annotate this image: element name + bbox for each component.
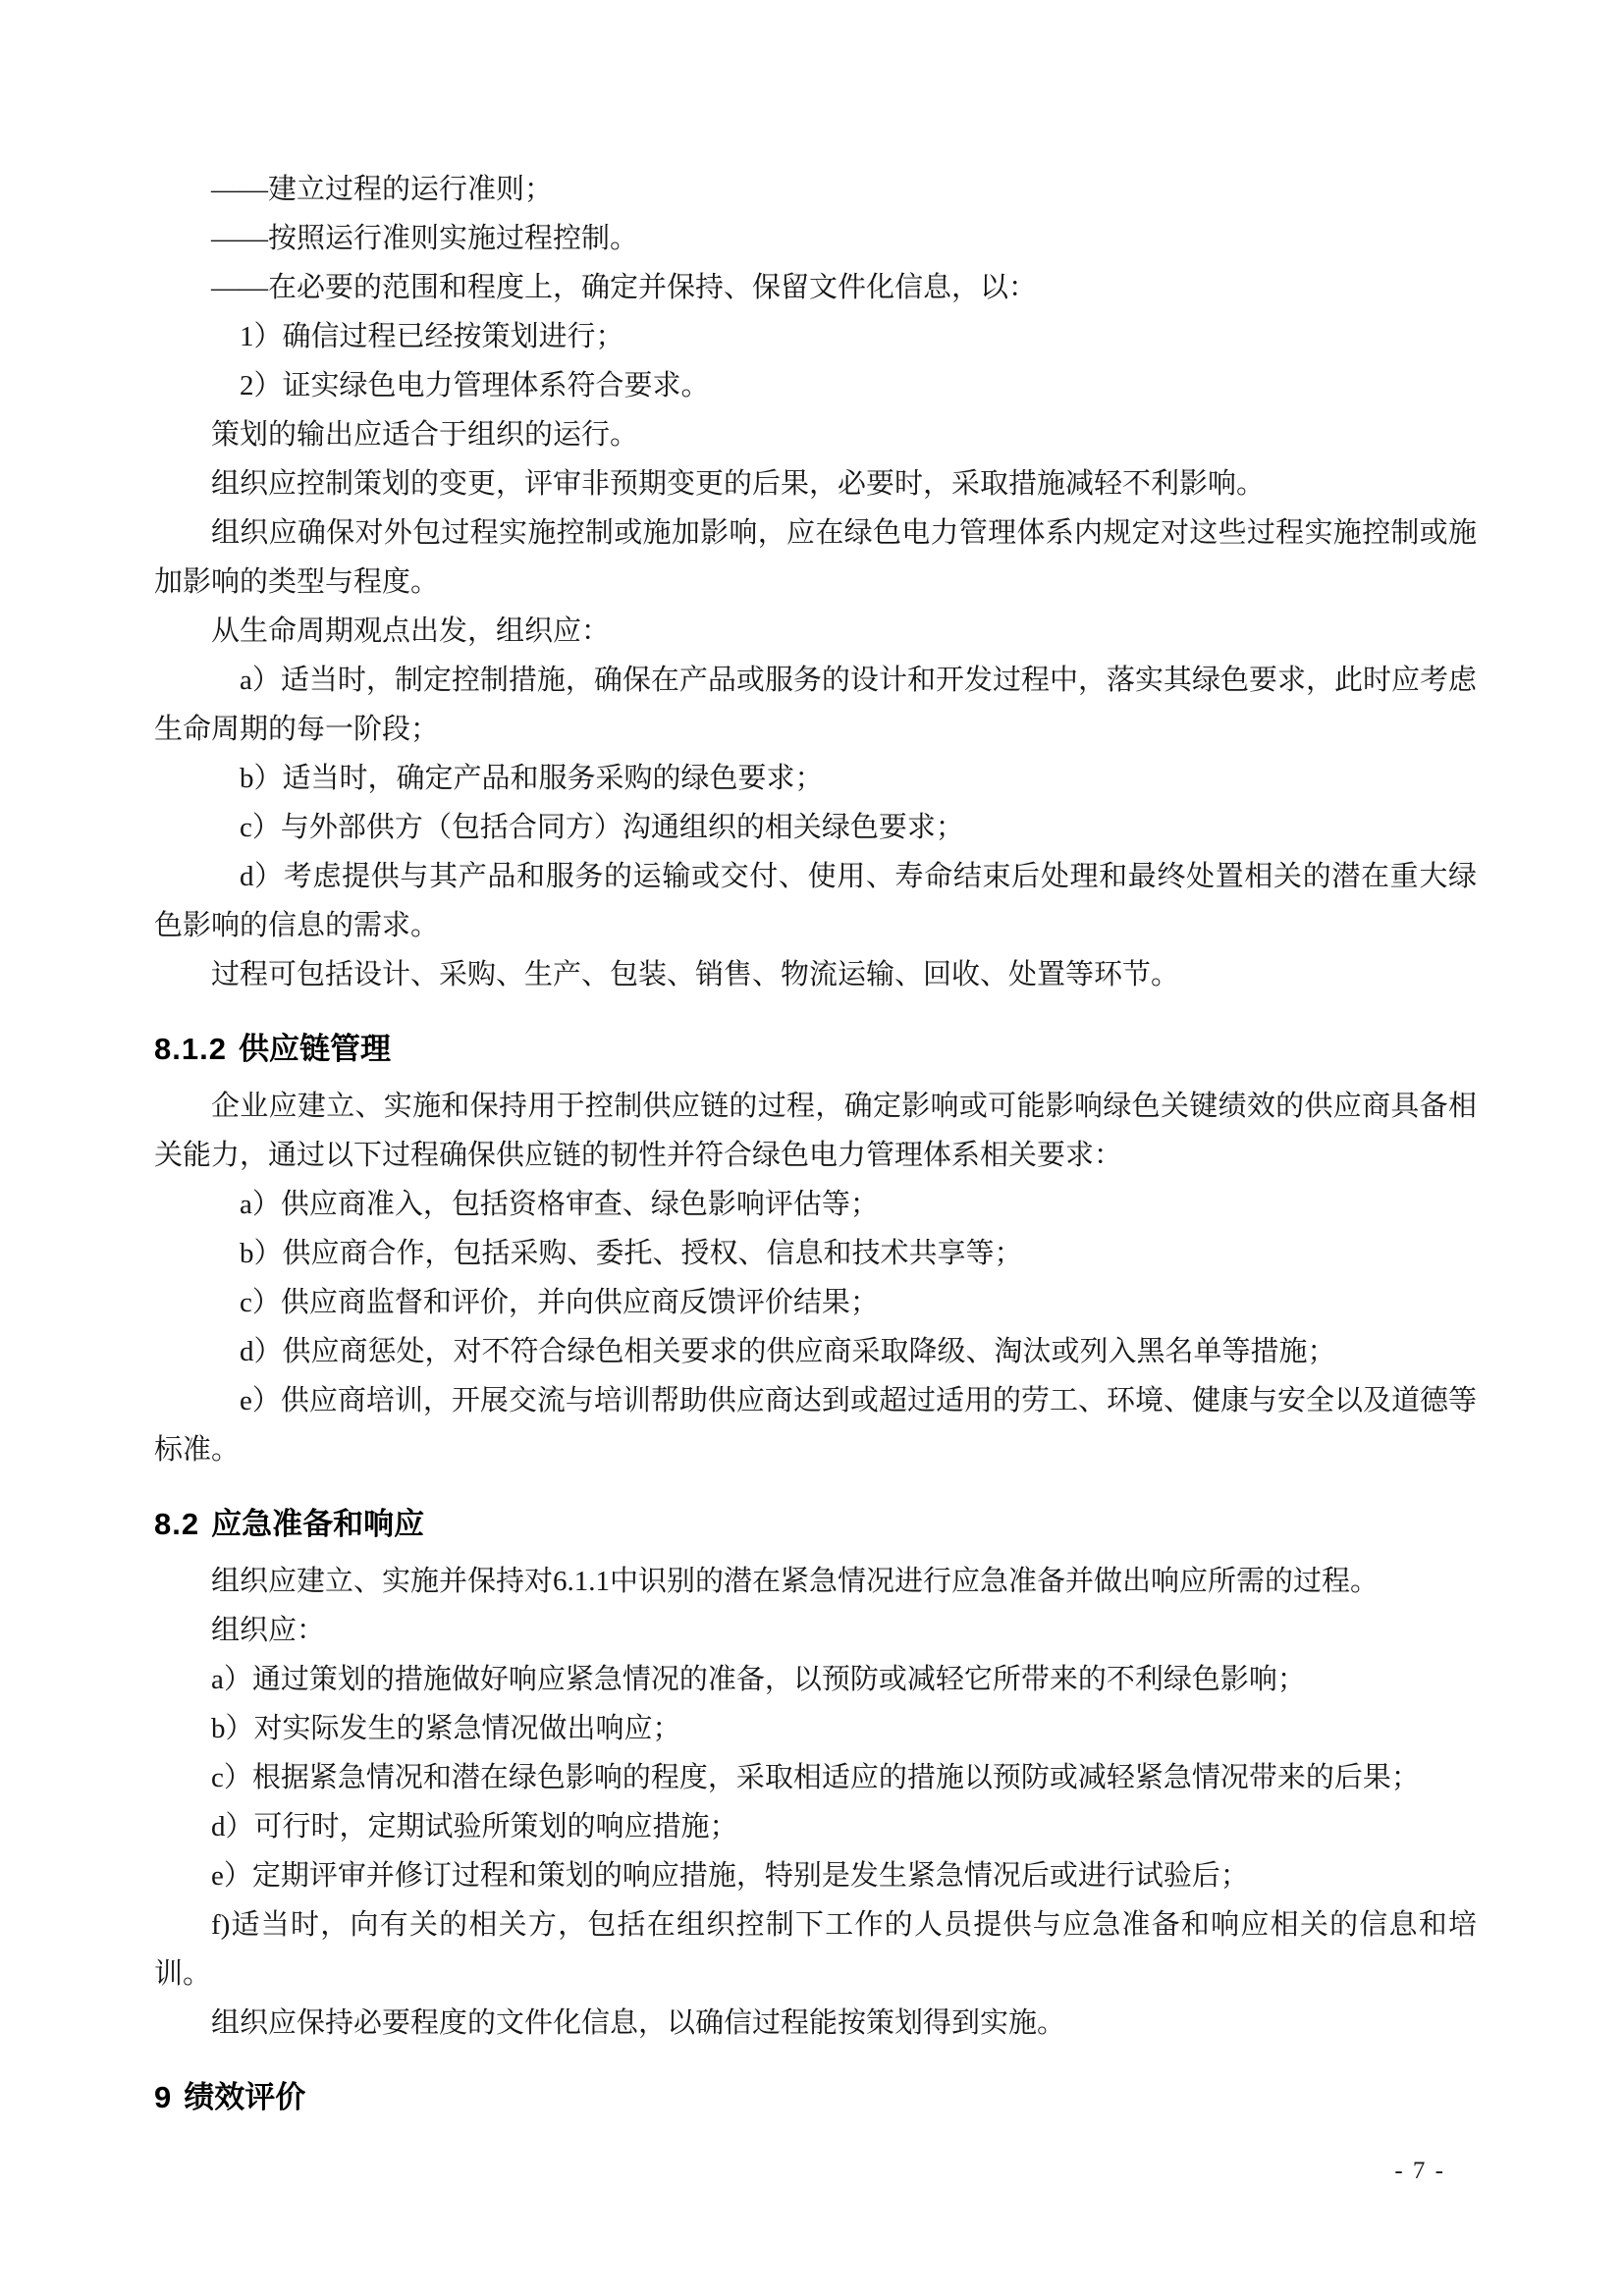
list-item: b）对实际发生的紧急情况做出响应； <box>211 1713 681 1744</box>
paragraph: 策划的输出应适合于组织的运行。 <box>211 419 639 451</box>
dash-list-item: ——按照运行准则实施过程控制。 <box>211 223 639 254</box>
list-item: e）供应商培训，开展交流与培训帮助供应商达到或超过适用的劳工、环境、健康与安全以及道德等标准。 <box>154 1385 1477 1466</box>
list-item: b）适当时，确定产品和服务采购的绿色要求； <box>240 763 824 794</box>
list-item: a）适当时，制定控制措施，确保在产品或服务的设计和开发过程中，落实其绿色要求，此时应考虑生命周期的每一阶段； <box>154 665 1477 745</box>
page-number: - 7 - <box>1394 2158 1445 2184</box>
list-item: e）定期评审并修订过程和策划的响应措施，特别是发生紧急情况后或进行试验后； <box>211 1860 1249 1892</box>
list-item: c）供应商监督和评价，并向供应商反馈评价结果； <box>240 1287 879 1318</box>
heading-title: 供应链管理 <box>238 1032 391 1066</box>
section-heading <box>154 1500 1477 1549</box>
heading-number: 9 <box>154 2080 173 2114</box>
paragraph: 组织应： <box>211 1615 326 1646</box>
heading-title: 绩效评价 <box>184 2080 306 2114</box>
paragraph: 组织应确保对外包过程实施控制或施加影响，应在绿色电力管理体系内规定对这些过程实施控制或施加影响的类型与程度。 <box>154 517 1477 598</box>
list-item: c）与外部供方（包括合同方）沟通组织的相关绿色要求； <box>240 812 964 843</box>
list-item: a）供应商准入，包括资格审查、绿色影响评估等； <box>240 1189 879 1220</box>
list-item: b）供应商合作，包括采购、委托、授权、信息和技术共享等； <box>240 1238 1023 1269</box>
dash-list-item: ——在必要的范围和程度上，确定并保持、保留文件化信息，以： <box>211 272 1038 303</box>
list-item: d）可行时，定期试验所策划的响应措施； <box>211 1811 738 1842</box>
heading-number: 8.1.2 <box>154 1032 227 1066</box>
list-item: 2）证实绿色电力管理体系符合要求。 <box>240 370 710 401</box>
section-heading <box>154 1025 1477 1074</box>
paragraph: 企业应建立、实施和保持用于控制供应链的过程，确定影响或可能影响绿色关键绩效的供应商具备相关能力，通过以下过程确保供应链的韧性并符合绿色电力管理体系相关要求： <box>154 1091 1477 1171</box>
paragraph: 组织应建立、实施并保持对6.1.1中识别的潜在紧急情况进行应急准备并做出响应所需的过程。 <box>211 1566 1380 1597</box>
list-item: c）根据紧急情况和潜在绿色影响的程度，采取相适应的措施以预防或减轻紧急情况带来的后果； <box>211 1762 1420 1793</box>
paragraph: 过程可包括设计、采购、生产、包装、销售、物流运输、回收、处置等环节。 <box>211 959 1180 990</box>
heading-title: 应急准备和响应 <box>211 1507 425 1541</box>
list-item: a）通过策划的措施做好响应紧急情况的准备，以预防或减轻它所带来的不利绿色影响； <box>211 1664 1306 1695</box>
section-heading <box>154 2073 1477 2122</box>
paragraph: 组织应保持必要程度的文件化信息，以确信过程能按策划得到实施。 <box>211 2007 1066 2039</box>
list-item: f)适当时，向有关的相关方，包括在组织控制下工作的人员提供与应急准备和响应相关的信息和培训。 <box>154 1909 1477 1990</box>
document-body <box>154 165 1477 2130</box>
dash-list-item: ——建立过程的运行准则； <box>211 174 554 205</box>
list-item: d）考虑提供与其产品和服务的运输或交付、使用、寿命结束后处理和最终处置相关的潜在重大绿色影响的信息的需求。 <box>154 861 1477 941</box>
list-item: 1）确信过程已经按策划进行； <box>240 321 624 352</box>
list-item: d）供应商惩处，对不符合绿色相关要求的供应商采取降级、淘汰或列入黑名单等措施； <box>240 1336 1336 1367</box>
paragraph: 组织应控制策划的变更，评审非预期变更的后果，必要时，采取措施减轻不利影响。 <box>211 468 1266 500</box>
heading-number: 8.2 <box>154 1507 200 1541</box>
paragraph: 从生命周期观点出发，组织应： <box>211 615 611 647</box>
